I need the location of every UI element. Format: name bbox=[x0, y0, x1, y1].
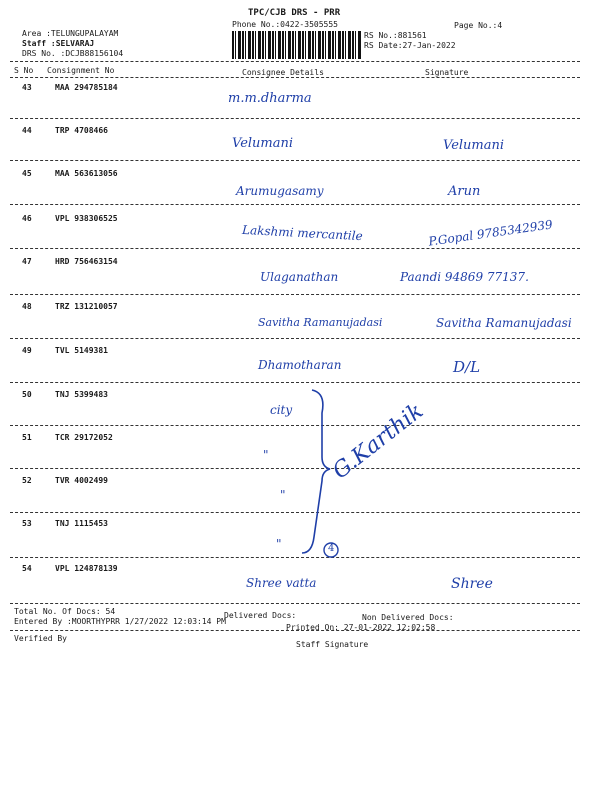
consignee-handwriting: m.m.dharma bbox=[228, 91, 312, 106]
consignment-number: TRP 4708466 bbox=[55, 126, 108, 135]
staff-signature-label: Staff Signature bbox=[296, 640, 369, 649]
consignee-handwriting: Shree vatta bbox=[246, 576, 317, 590]
row-number: 48 bbox=[22, 302, 32, 311]
col-header-sno: S No bbox=[14, 66, 34, 75]
printed-on: Printed On: 27-01-2022 12:02:58 bbox=[286, 623, 436, 632]
signature-handwriting: Shree bbox=[451, 576, 493, 592]
consignment-number: TCR 29172052 bbox=[55, 433, 113, 442]
row-divider bbox=[10, 118, 580, 119]
divider bbox=[10, 630, 580, 631]
consignment-number: VPL 124878139 bbox=[55, 564, 118, 573]
signature-handwriting: Savitha Ramanujadasi bbox=[436, 316, 572, 330]
consignee-handwriting: " bbox=[280, 488, 286, 502]
row-divider bbox=[10, 382, 580, 383]
row-number: 43 bbox=[22, 83, 32, 92]
row-divider bbox=[10, 248, 580, 249]
row-number: 45 bbox=[22, 169, 32, 178]
area-label: Area :TELUNGUPALAYAM bbox=[22, 29, 119, 38]
row-number: 49 bbox=[22, 346, 32, 355]
verified-by: Verified By bbox=[14, 634, 67, 643]
rs-date: RS Date:27-Jan-2022 bbox=[364, 41, 456, 50]
page-number: Page No.:4 bbox=[454, 21, 503, 30]
divider bbox=[10, 77, 580, 78]
consignment-number: HRD 756463154 bbox=[55, 257, 118, 266]
consignee-handwriting: Savitha Ramanujadasi bbox=[258, 316, 383, 329]
rs-number: RS No.:881561 bbox=[364, 31, 427, 40]
circled-mark-number: 4 bbox=[328, 543, 335, 554]
consignee-handwriting: Lakshmi mercantile bbox=[241, 222, 364, 244]
row-number: 53 bbox=[22, 519, 32, 528]
row-divider bbox=[10, 338, 580, 339]
consignee-handwriting: " bbox=[263, 448, 269, 462]
consignee-handwriting: " bbox=[276, 537, 282, 551]
row-number: 52 bbox=[22, 476, 32, 485]
row-number: 44 bbox=[22, 126, 32, 135]
signature-handwriting: D/L bbox=[453, 358, 481, 376]
consignment-number: TNJ 5399483 bbox=[55, 390, 108, 399]
row-number: 51 bbox=[22, 433, 32, 442]
consignment-number: TVR 4002499 bbox=[55, 476, 108, 485]
signature-handwriting: Paandi 94869 77137. bbox=[400, 270, 529, 284]
signature-handwriting: Arun bbox=[448, 184, 481, 199]
row-divider bbox=[10, 512, 580, 513]
col-header-consignment: Consignment No bbox=[47, 66, 115, 75]
report-title: TPC/CJB DRS - PRR bbox=[248, 8, 341, 18]
col-header-signature: Signature bbox=[425, 68, 469, 77]
phone-number: Phone No.:0422-3505555 bbox=[232, 20, 338, 29]
row-number: 54 bbox=[22, 564, 32, 573]
delivered-docs: Delivered Docs: bbox=[224, 611, 297, 620]
row-number: 47 bbox=[22, 257, 32, 266]
staff-label: Staff :SELVARAJ bbox=[22, 39, 95, 48]
non-delivered-docs: Non Delivered Docs: bbox=[362, 613, 454, 622]
group-signature-handwriting: G.Karthik bbox=[328, 398, 429, 485]
consignee-handwriting: Dhamotharan bbox=[258, 358, 342, 372]
consignment-number: TVL 5149381 bbox=[55, 346, 108, 355]
consignment-number: TNJ 1115453 bbox=[55, 519, 108, 528]
consignment-number: TRZ 131210057 bbox=[55, 302, 118, 311]
row-number: 50 bbox=[22, 390, 32, 399]
consignee-handwriting: Velumani bbox=[232, 136, 294, 151]
row-divider bbox=[10, 204, 580, 205]
row-divider bbox=[10, 468, 580, 469]
col-header-consignee: Consignee Details bbox=[242, 68, 324, 77]
entered-by: Entered By :MOORTHYPRR 1/27/2022 12:03:14 PM bbox=[14, 617, 226, 626]
row-number: 46 bbox=[22, 214, 32, 223]
total-docs: Total No. Of Docs: 54 bbox=[14, 607, 116, 616]
divider bbox=[10, 61, 580, 62]
drs-number: DRS No. :DCJB88156104 bbox=[22, 49, 124, 58]
signature-handwriting: P.Gopal 9785342939 bbox=[427, 217, 554, 249]
consignment-number: MAA 294785184 bbox=[55, 83, 118, 92]
consignee-handwriting: Ulaganathan bbox=[260, 270, 339, 284]
consignee-handwriting: Arumugasamy bbox=[236, 184, 324, 198]
barcode-image bbox=[232, 31, 362, 59]
row-divider bbox=[10, 160, 580, 161]
consignee-handwriting: city bbox=[270, 403, 293, 417]
row-divider bbox=[10, 557, 580, 558]
consignment-number: MAA 563613056 bbox=[55, 169, 118, 178]
row-divider bbox=[10, 294, 580, 295]
signature-handwriting: Velumani bbox=[443, 138, 505, 153]
consignment-number: VPL 938306525 bbox=[55, 214, 118, 223]
divider bbox=[10, 603, 580, 604]
row-divider bbox=[10, 425, 580, 426]
